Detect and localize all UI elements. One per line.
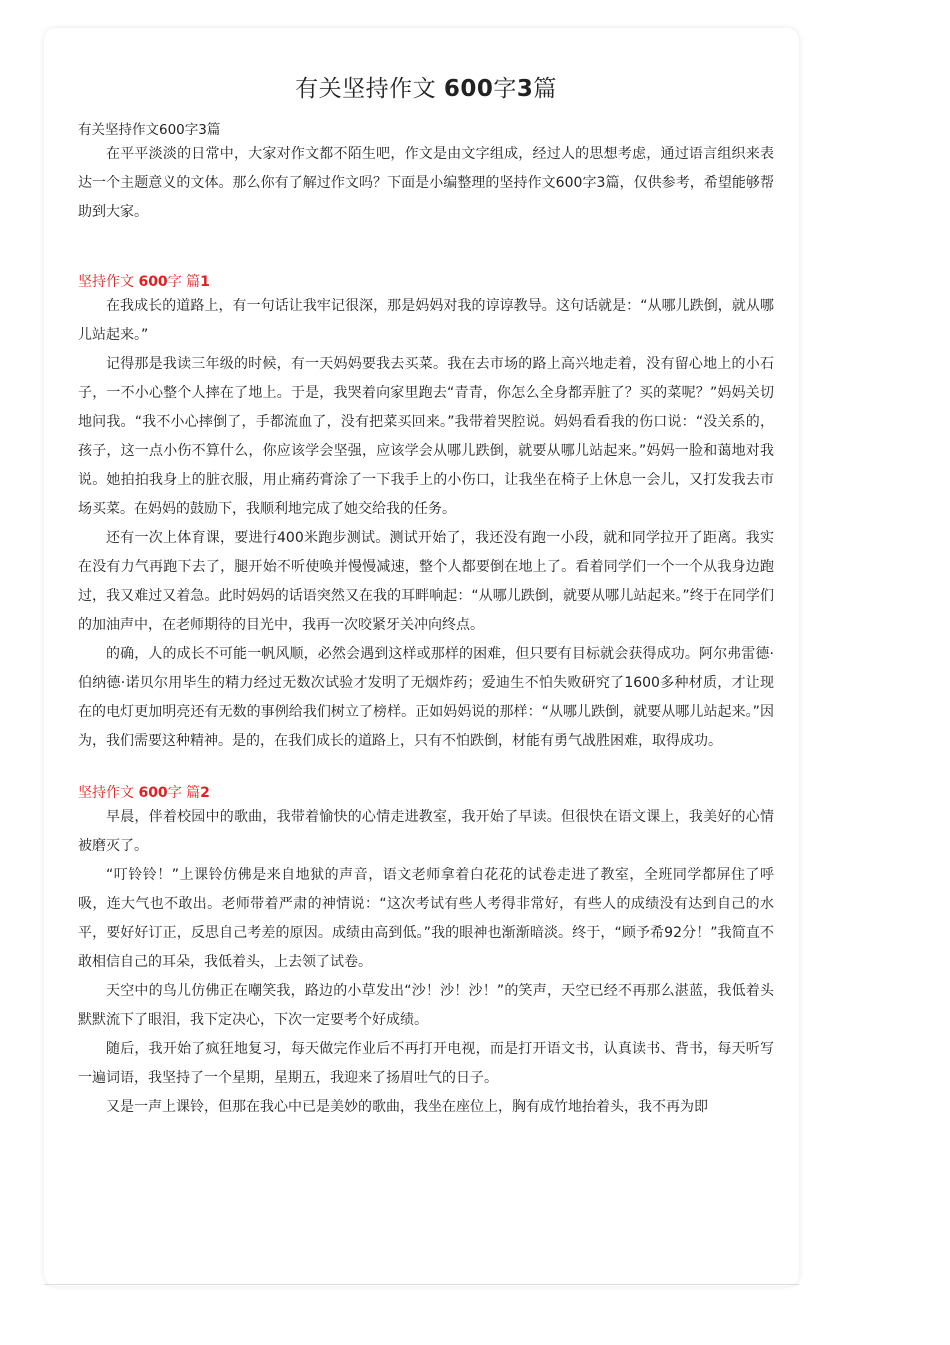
section-1-paragraph: 的确，人的成长不可能一帆风顺，必然会遇到这样或那样的困难，但只要有目标就会获得成功。阿尔弗雷德·伯纳德·诺贝尔用毕生的精力经过无数次试验才发明了无烟炸药；爱迪生不怕失败研究了1600多种材质，才让现在的电灯更加明亮还有无数的事例给我们树立了榜样。正如妈妈说的那样：“从哪儿跌倒，就要从哪儿站起来。”因为，我们需要这种精神。是的，在我们成长的道路上，只有不怕跌倒，材能有勇气战胜困难，取得成功。 bbox=[78, 646, 774, 749]
document-subtitle: 有关坚持作文600字3篇 bbox=[78, 122, 221, 138]
page-title bbox=[78, 72, 774, 106]
heading-prefix: 坚持作文 bbox=[78, 274, 134, 290]
section-1-paragraph: 在我成长的道路上，有一句话让我牢记很深，那是妈妈对我的谆谆教导。这句话就是：“从哪儿跌倒，就从哪儿站起来。” bbox=[78, 298, 774, 343]
section-2-paragraph: 又是一声上课铃，但那在我心中已是美妙的歌曲，我坐在座位上，胸有成竹地抬着头，我不再为即 bbox=[106, 1099, 708, 1115]
section-heading-2 bbox=[78, 783, 774, 803]
heading-index: 1 bbox=[200, 274, 210, 290]
heading-index: 2 bbox=[200, 785, 210, 801]
title-prefix: 有关坚持作文 bbox=[295, 76, 437, 102]
heading-prefix: 坚持作文 bbox=[78, 785, 134, 801]
heading-number: 600 bbox=[138, 785, 168, 801]
title-count: 3 bbox=[516, 76, 534, 102]
page-divider bbox=[44, 1284, 799, 1285]
heading-number: 600 bbox=[138, 274, 168, 290]
section-heading-1 bbox=[78, 272, 774, 292]
intro-paragraph: 在平平淡淡的日常中，大家对作文都不陌生吧，作文是由文字组成，经过人的思想考虑，通过语言组织来表达一个主题意义的文体。那么你有了解过作文吗？下面是小编整理的坚持作文600字3篇，仅供参考，希望能够帮助到大家。 bbox=[78, 146, 774, 220]
section-2-paragraph: 随后，我开始了疯狂地复习，每天做完作业后不再打开电视，而是打开语文书，认真读书、背书，每天听写一遍词语，我坚持了一个星期，星期五，我迎来了扬眉吐气的日子。 bbox=[78, 1041, 774, 1086]
document-content bbox=[78, 28, 774, 1122]
title-suffix: 篇 bbox=[533, 76, 557, 102]
heading-middle: 字 篇 bbox=[167, 274, 201, 290]
heading-middle: 字 篇 bbox=[167, 785, 201, 801]
section-1-paragraph: 还有一次上体育课，要进行400米跑步测试。测试开始了，我还没有跑一小段，就和同学拉开了距离。我实在没有力气再跑下去了，腿开始不听使唤并慢慢减速，整个人都要倒在地上了。看着同学们一个一个从我身边跑过，我又难过又着急。此时妈妈的话语突然又在我的耳畔响起：“从哪儿跌倒，就要从哪儿站起来。”终于在同学们的加油声中，在老师期待的目光中，我再一次咬紧牙关冲向终点。 bbox=[78, 530, 774, 633]
section-2-paragraph: 早晨，伴着校园中的歌曲，我带着愉快的心情走进教室，我开始了早读。但很快在语文课上，我美好的心情被磨灭了。 bbox=[78, 809, 774, 854]
section-2-paragraph: “叮铃铃！”上课铃仿佛是来自地狱的声音，语文老师拿着白花花的试卷走进了教室，全班同学都屏住了呼吸，连大气也不敢出。老师带着严肃的神情说：“这次考试有些人考得非常好，有些人的成绩没有达到自己的水平，要好好订正，反思自己考差的原因。成绩由高到低。”我的眼神也渐渐暗淡。终于，“顾予希92分！”我简直不敢相信自己的耳朵，我低着头，上去领了试卷。 bbox=[78, 867, 774, 970]
section-1-paragraph: 记得那是我读三年级的时候，有一天妈妈要我去买菜。我在去市场的路上高兴地走着，没有留心地上的小石子，一不小心整个人摔在了地上。于是，我哭着向家里跑去“青青，你怎么全身都弄脏了？买的菜呢？”妈妈关切地问我。“我不小心摔倒了，手都流血了，没有把菜买回来。”我带着哭腔说。妈妈看看我的伤口说：“没关系的，孩子，这一点小伤不算什么，你应该学会坚强，应该学会从哪儿跌倒，就要从哪儿站起来。”妈妈一脸和蔼地对我说。她拍拍我身上的脏衣服，用止痛药膏涂了一下我手上的小伤口，让我坐在椅子上休息一会儿，又打发我去市场买菜。在妈妈的鼓励下，我顺利地完成了她交给我的任务。 bbox=[78, 356, 774, 517]
title-middle: 字 bbox=[493, 76, 517, 102]
document-page bbox=[44, 28, 799, 1286]
title-number: 600 bbox=[443, 76, 494, 102]
section-2-paragraph: 天空中的鸟儿仿佛正在嘲笑我，路边的小草发出“沙！沙！沙！”的笑声，天空已经不再那么湛蓝，我低着头默默流下了眼泪，我下定决心，下次一定要考个好成绩。 bbox=[78, 983, 774, 1028]
